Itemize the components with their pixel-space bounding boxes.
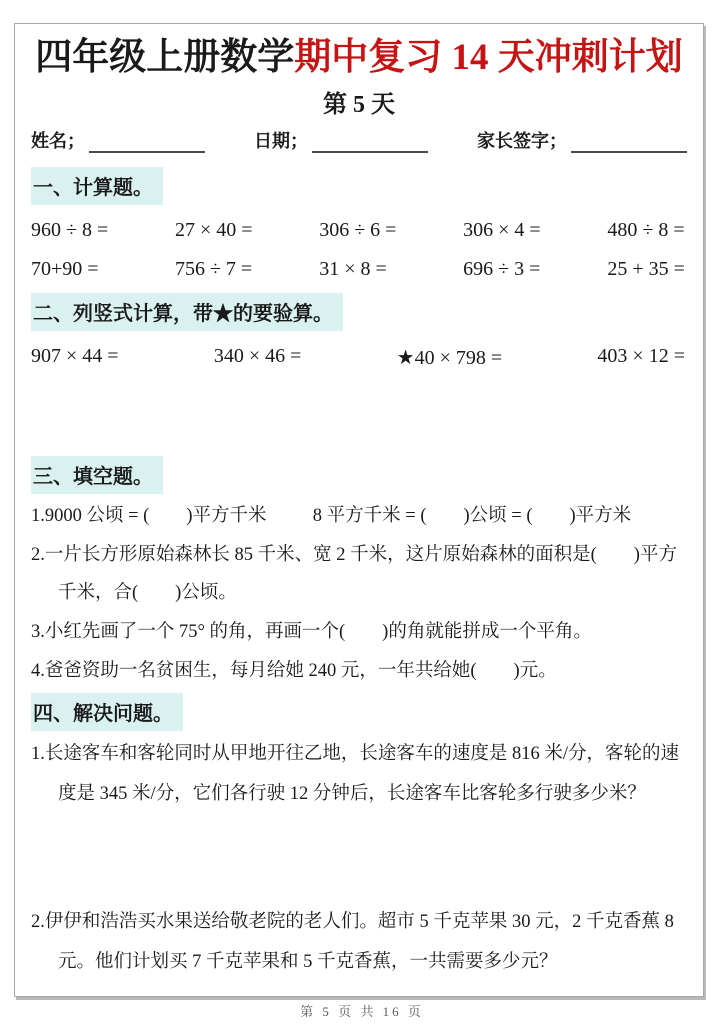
fill-in-item: 2.一片长方形原始森林长 85 千米、宽 2 千米，这片原始森林的面积是( )平方千米，合( )公顷。: [31, 545, 677, 604]
calc-problem: 70+90 =: [31, 258, 99, 281]
vertical-problem-starred: ★40 × 798 =: [396, 347, 503, 370]
calc-problem: 31 × 8 =: [319, 258, 387, 281]
calc-problem: 696 ÷ 3 =: [463, 258, 541, 281]
parent-signature-label: 家长签字；: [477, 131, 567, 152]
name-label: 姓名；: [31, 131, 85, 152]
fill-in-item: 1.9000 公顷 = ( )平方千米 8 平方千米 = ( )公顷 = ( )平方米: [31, 506, 632, 527]
calc-problem: 306 ÷ 6 =: [319, 219, 397, 242]
parent-signature-blank-line: [571, 131, 687, 153]
page-title: [31, 34, 687, 82]
calc-problem: 27 × 40 =: [174, 219, 253, 242]
page-number-footer: 第 5 页 共 16 页: [300, 1004, 424, 1019]
calculation-grid: [31, 219, 685, 281]
calc-problem: 960 ÷ 8 =: [31, 219, 109, 242]
date-blank-line: [312, 131, 428, 153]
vertical-problem: 907 × 44 =: [31, 345, 119, 368]
calc-problem: 480 ÷ 8 =: [607, 219, 685, 242]
date-field: [254, 127, 428, 153]
section-3-heading: 三、填空题。: [31, 456, 163, 494]
word-problem: 2.伊伊和浩浩买水果送给敬老院的老人们。超市 5 千克苹果 30 元，2 千克香蕉 8 元。他们计划买 7 千克苹果和 5 千克香蕉，一共需要多少元？: [31, 912, 679, 973]
calc-problem: 756 ÷ 7 =: [174, 258, 253, 281]
calc-problem: 25 + 35 =: [607, 258, 685, 281]
date-label: 日期；: [254, 131, 308, 152]
fill-in-item: 3.小红先画了一个 75° 的角，再画一个( )的角就能拼成一个平角。: [31, 622, 592, 643]
section-2-heading: 二、列竖式计算，带★的要验算。: [31, 293, 343, 331]
word-problem-workspace: [31, 815, 687, 901]
vertical-calc-workspace: [31, 370, 687, 454]
worksheet-page: [14, 23, 704, 997]
fill-in-item: 4.爸爸资助一名贫困生，每月给她 240 元，一年共给她( )元。: [31, 661, 557, 682]
name-field: [31, 127, 205, 153]
header-fields-row: [31, 127, 687, 153]
day-subtitle: 第 5 天: [323, 92, 395, 119]
fill-in-blank-list: [31, 497, 687, 690]
vertical-problem: 340 × 46 =: [213, 345, 302, 368]
title-red-part: 期中复习 14 天冲刺计划: [294, 37, 683, 78]
word-problem: 1.长途客车和客轮同时从甲地开往乙地，长途客车的速度是 816 米/分，客轮的速度是 345 米/分，它们各行驶 12 分钟后，长途客车比客轮多行驶多少米？: [31, 744, 680, 805]
parent-signature-field: [477, 127, 687, 153]
section-1-heading: 一、计算题。: [31, 167, 163, 205]
vertical-problem: 403 × 12 =: [597, 345, 685, 368]
vertical-calculation-row: [31, 345, 685, 370]
word-problem-list: [31, 734, 687, 982]
title-black-part: 四年级上册数学: [35, 37, 295, 78]
calc-problem: 306 × 4 =: [463, 219, 541, 242]
name-blank-line: [89, 131, 205, 153]
section-4-heading: 四、解决问题。: [31, 693, 183, 731]
